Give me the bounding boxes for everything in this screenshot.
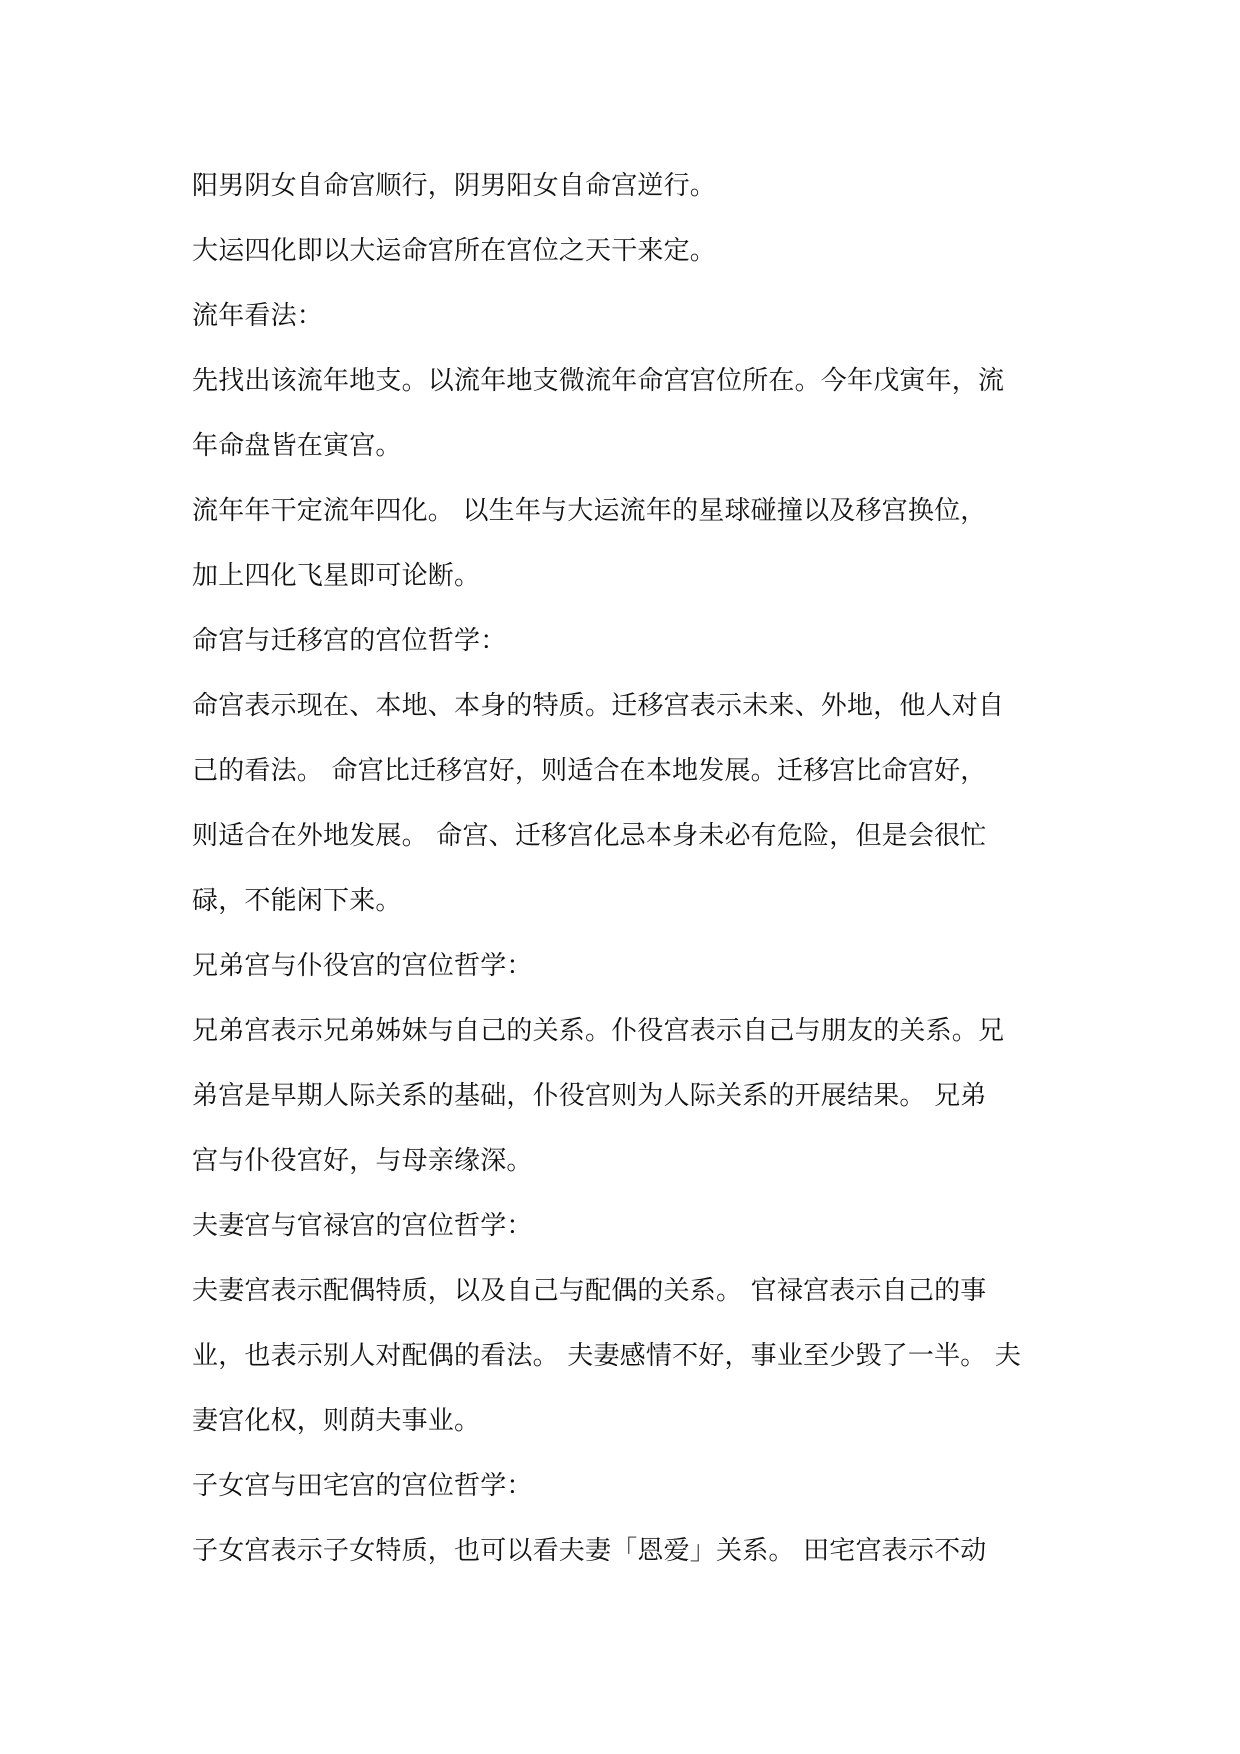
section-heading: 流年看法： [192, 301, 324, 331]
text-line: 夫妻宫表示配偶特质，以及自己与配偶的关系。 官禄宫表示自己的事 [192, 1276, 987, 1306]
text-line: 先找出该流年地支。以流年地支微流年命宫宫位所在。今年戊寅年，流 [192, 366, 1005, 396]
text-line: 弟宫是早期人际关系的基础，仆役宫则为人际关系的开展结果。 兄弟 [192, 1081, 987, 1111]
text-line: 碌，不能闲下来。 [192, 886, 402, 916]
text-line: 流年年干定流年四化。 以生年与大运流年的星球碰撞以及移宫换位， [192, 496, 987, 526]
text-line: 己的看法。 命宫比迁移宫好，则适合在本地发展。迁移宫比命宫好， [192, 756, 987, 786]
section-heading: 兄弟宫与仆役宫的宫位哲学： [192, 951, 533, 981]
text-line: 年命盘皆在寅宫。 [192, 431, 402, 461]
text-line: 阳男阴女自命宫顺行，阴男阳女自命宫逆行。 [192, 171, 717, 201]
section-heading: 夫妻宫与官禄宫的宫位哲学： [192, 1211, 533, 1241]
section-heading: 子女宫与田宅宫的宫位哲学： [192, 1471, 533, 1501]
text-line: 大运四化即以大运命宫所在宫位之天干来定。 [192, 236, 717, 266]
text-line: 业，也表示别人对配偶的看法。 夫妻感情不好，事业至少毁了一半。 夫 [192, 1341, 1022, 1371]
section-heading: 命宫与迁移宫的宫位哲学： [192, 626, 507, 656]
text-line: 加上四化飞星即可论断。 [192, 561, 481, 591]
text-line: 妻宫化权，则荫夫事业。 [192, 1406, 481, 1436]
text-line: 兄弟宫表示兄弟姊妹与自己的关系。仆役宫表示自己与朋友的关系。兄 [192, 1016, 1005, 1046]
text-line: 宫与仆役宫好，与母亲缘深。 [192, 1146, 533, 1176]
text-line: 命宫表示现在、本地、本身的特质。迁移宫表示未来、外地，他人对自 [192, 691, 1005, 721]
document-body [192, 154, 1062, 1584]
text-line: 则适合在外地发展。 命宫、迁移宫化忌本身未必有危险，但是会很忙 [192, 821, 987, 851]
text-line: 子女宫表示子女特质，也可以看夫妻「恩爱」关系。 田宅宫表示不动 [192, 1536, 987, 1566]
